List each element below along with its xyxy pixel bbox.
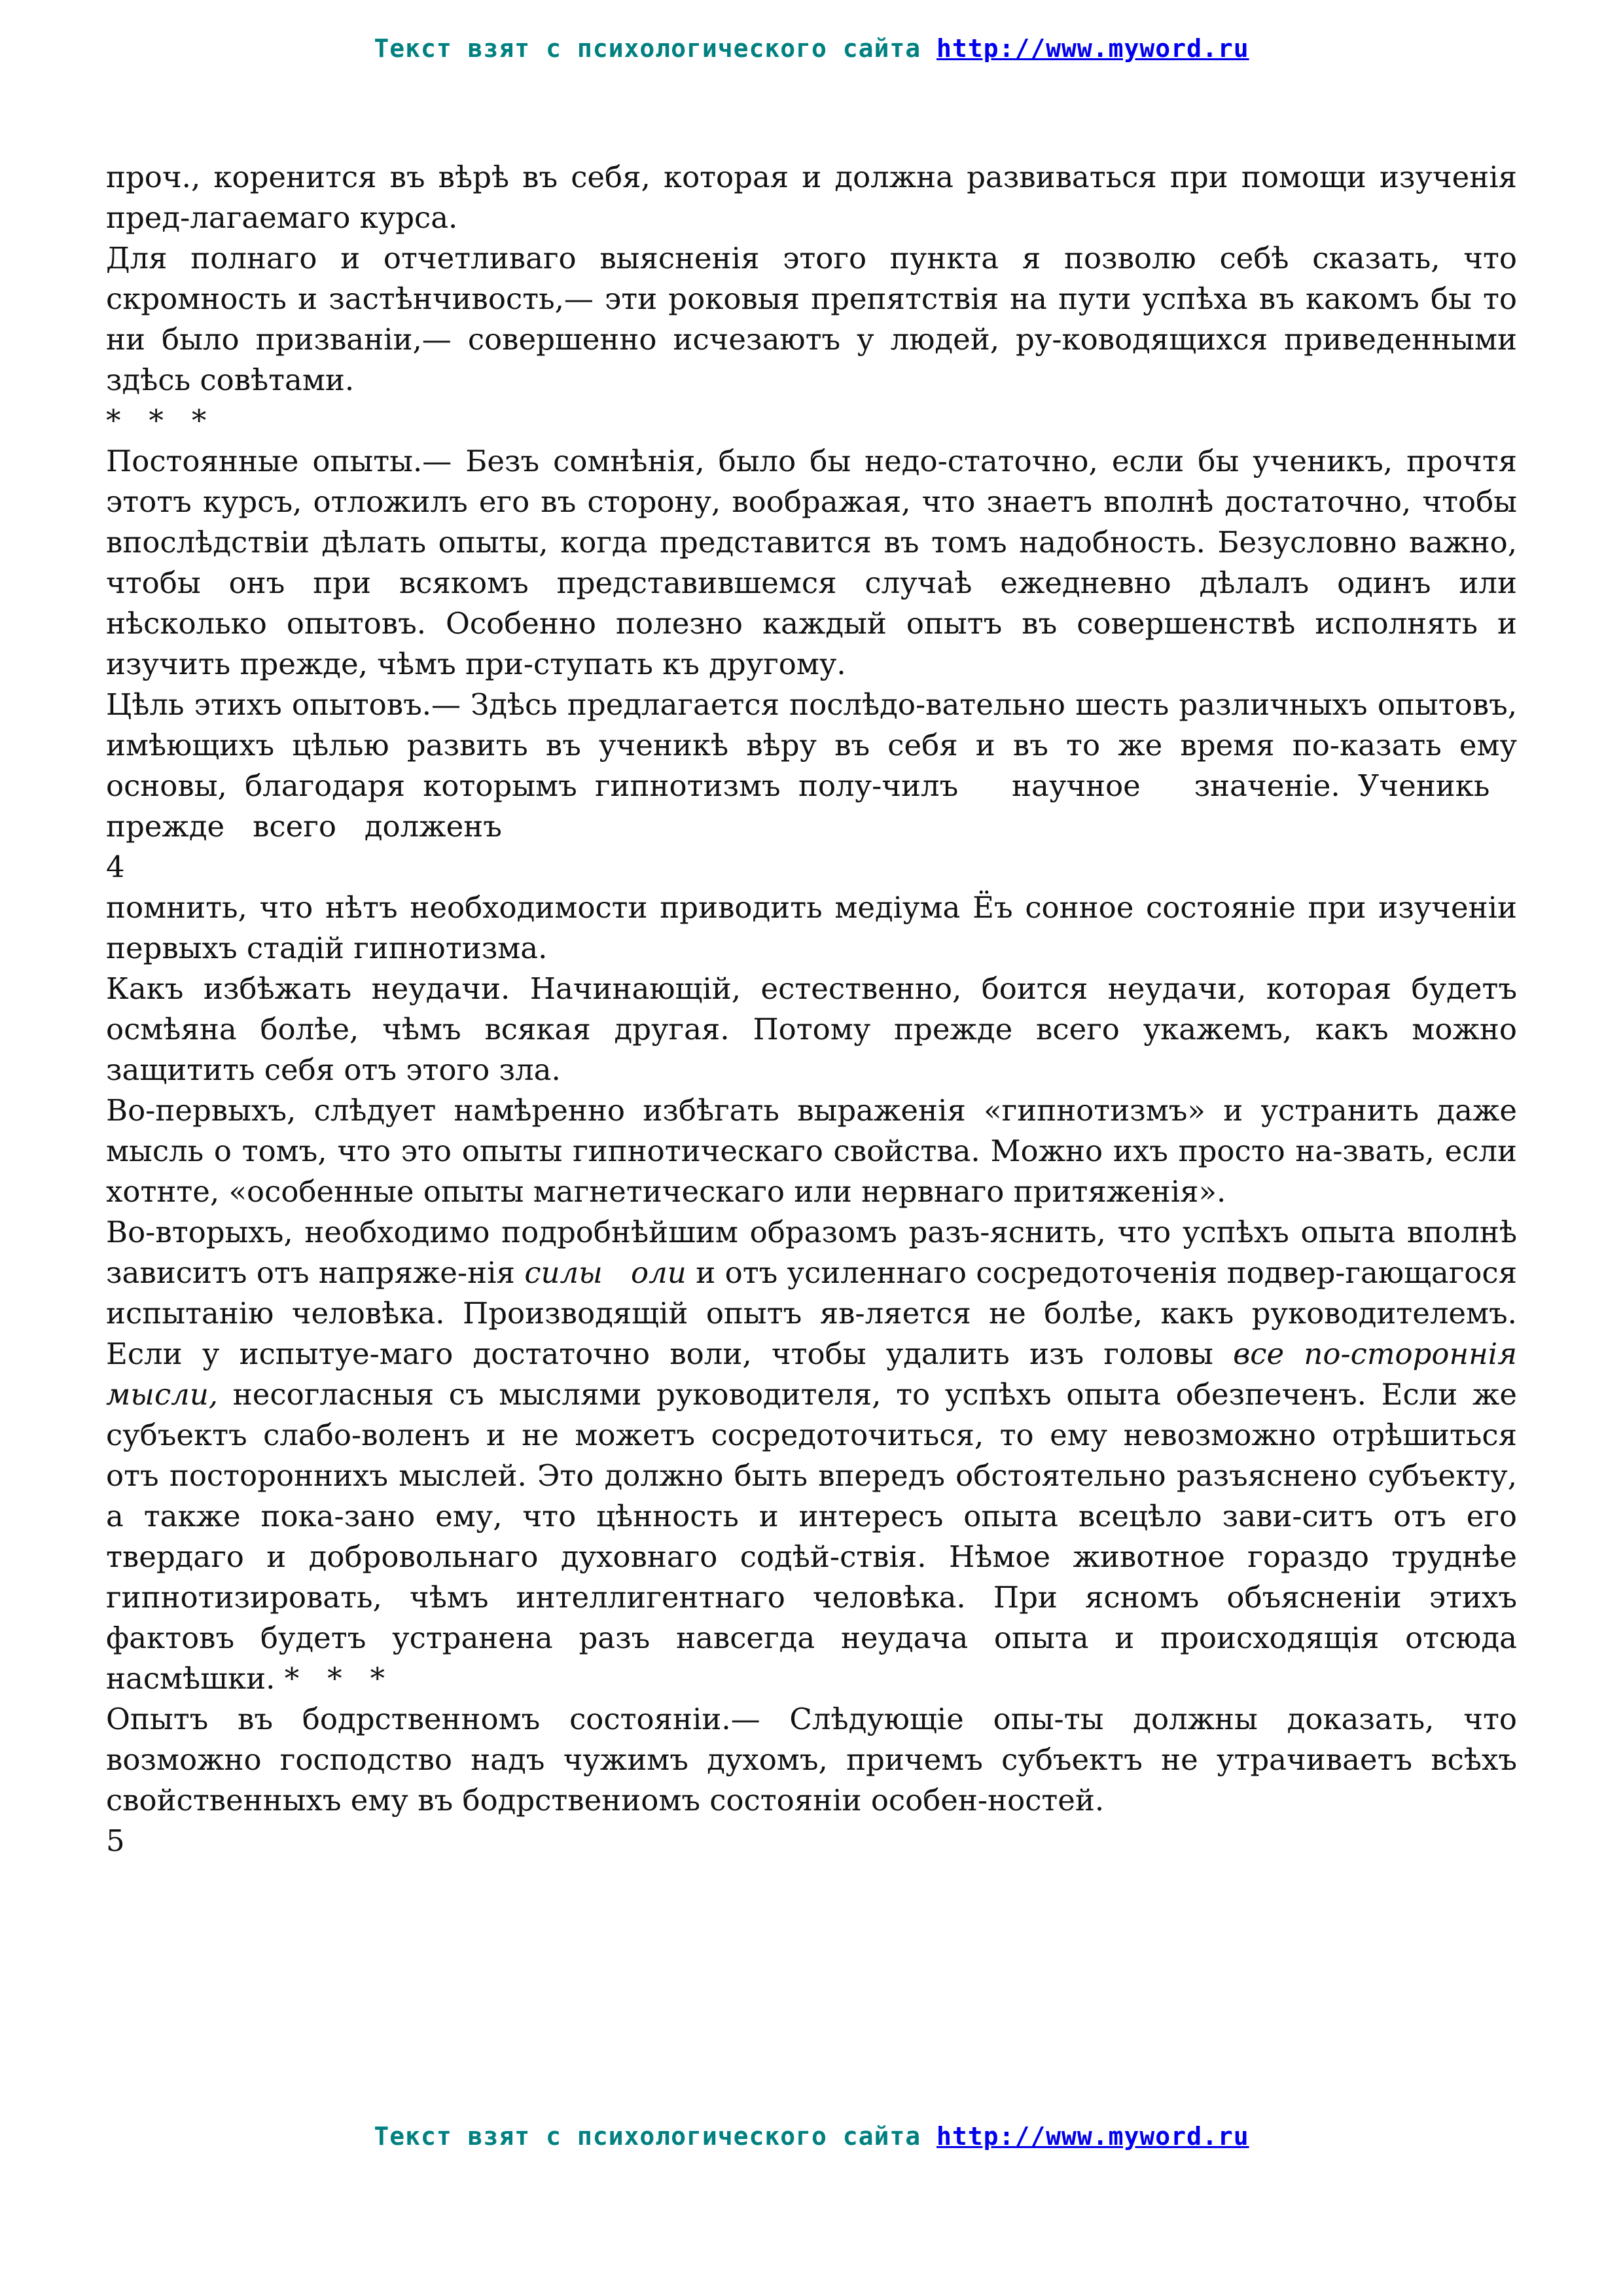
text-run: 5 bbox=[106, 1823, 125, 1858]
italic-text-run: силы оли bbox=[524, 1255, 687, 1290]
page-number bbox=[106, 1821, 1517, 1861]
paragraph bbox=[106, 441, 1517, 685]
document-body bbox=[106, 157, 1517, 1861]
text-run: и отъ усиленнаго сосредоточенія подвер-гающагося испытанію человѣка. Производящій опытъ яв-ляется не болѣе, какъ руководителемъ. Если у испытуе-маго достаточно воли, чтобы удалить изъ головы bbox=[106, 1255, 1517, 1371]
page-footer bbox=[0, 2122, 1623, 2151]
text-run: Постоянные опыты.— Безъ сомнѣнія, было бы недо-статочно, если бы ученикъ, прочтя этотъ курсъ, отложилъ его въ сторону, воображая, что знаетъ вполнѣ достаточно, чтобы впослѣдствіи дѣлать опыты, когда представится въ томъ надобность. Безусловно важно, чтобы онъ при всякомъ представившемся случаѣ ежедневно дѣлалъ одинъ или нѣсколько опытовъ. Особенно полезно каждый опытъ въ совершенствѣ исполнять и изучить прежде, чѣмъ при-ступать къ другому. bbox=[106, 444, 1517, 681]
text-run: Цѣль этихъ опытовъ.— Здѣсь предлагается послѣдо-вательно шесть различныхъ опытовъ, имѣющихъ цѣлью развить въ ученикѣ вѣру въ себя и въ то же время по-казать ему основы, благодаря которымъ гипнотизмъ полу-чилъ научное значеніе. Ученикь прежде всего долженъ bbox=[106, 687, 1517, 844]
text-run: Какъ избѣжать неудачи. Начинающій, естественно, боится неудачи, которая будетъ осмѣяна болѣе, чѣмъ всякая другая. Потому прежде всего укажемъ, какъ можно защитить себя отъ этого зла. bbox=[106, 971, 1517, 1087]
paragraph bbox=[106, 1090, 1517, 1212]
text-run: Во-первыхъ, слѣдует намѣренно избѣгать выраженія «гипнотизмъ» и устранить даже мысль о томъ, что это опыты гипнотическаго свойства. Можно ихъ просто на-звать, если хотнте, «особенные опыты магнетическаго или нервнаго притяженія». bbox=[106, 1093, 1517, 1209]
text-run: Во-вторыхъ, необходимо подробнѣйшим образомъ разъ-яснить, что успѣхъ опыта вполнѣ зависитъ отъ напряже-нія bbox=[106, 1215, 1517, 1290]
text-run: помнить, что нѣтъ необходимости приводить медіума Ёъ сонное состояніе при изученіи первыхъ стадій гипнотизма. bbox=[106, 890, 1517, 965]
paragraph bbox=[106, 238, 1517, 401]
paragraph bbox=[106, 685, 1517, 847]
header-link[interactable]: http://www.myword.ru bbox=[936, 34, 1249, 63]
text-run: Опытъ въ бодрственномъ состояніи.— Слѣдующіе опы-ты должны доказать, что возможно господство надъ чужимъ духомъ, причемъ субъектъ не утрачиваетъ всѣхъ свойственныхъ ему въ бодрствениомъ состояніи особен-ностей. bbox=[106, 1702, 1517, 1818]
italic-text-run: все по-стороннія мысли, bbox=[106, 1336, 1517, 1412]
paragraph bbox=[106, 1212, 1517, 1699]
text-run: * * * bbox=[106, 403, 207, 438]
footer-text: Текст взят с психологического сайта bbox=[374, 2122, 937, 2151]
text-run: 4 bbox=[106, 850, 125, 884]
text-run: Для полнаго и отчетливаго выясненія этого пункта я позволю себѣ сказать, что скромность и застѣнчивость,— эти роковыя препятствія на пути успѣха въ какомъ бы то ни было призваніи,— совершенно исчезаютъ у людей, ру-ководящихся приведенными здѣсь совѣтами. bbox=[106, 241, 1517, 397]
text-run: проч., коренится въ вѣрѣ въ себя, которая и должна развиваться при помощи изученія пред-лагаемаго курса. bbox=[106, 160, 1517, 235]
footer-link[interactable]: http://www.myword.ru bbox=[936, 2122, 1249, 2151]
paragraph bbox=[106, 969, 1517, 1090]
paragraph bbox=[106, 157, 1517, 238]
separator-stars bbox=[106, 401, 1517, 441]
header-text: Текст взят с психологического сайта bbox=[374, 34, 937, 63]
paragraph bbox=[106, 1699, 1517, 1821]
page-number bbox=[106, 847, 1517, 888]
page-header bbox=[0, 34, 1623, 63]
paragraph bbox=[106, 888, 1517, 969]
text-run: несогласныя съ мыслями руководителя, то успѣхъ опыта обезпеченъ. Если же субъектъ слабо-воленъ и не можетъ сосредоточиться, то ему невозможно отрѣшиться отъ постороннихъ мыслей. Это должно быть впередъ обстоятельно разъяснено субъекту, а также пока-зано ему, что цѣнность и интересъ опыта всецѣло зави-ситъ отъ его твердаго и добровольнаго духовнаго содѣй-ствія. Нѣмое животное гораздо труднѣе гипнотизировать, чѣмъ интеллигентнаго человѣка. При ясномъ объясненіи этихъ фактовъ будетъ устранена разъ навсегда неудача опыта и происходящія отсюда насмѣшки. * * * bbox=[106, 1377, 1517, 1696]
